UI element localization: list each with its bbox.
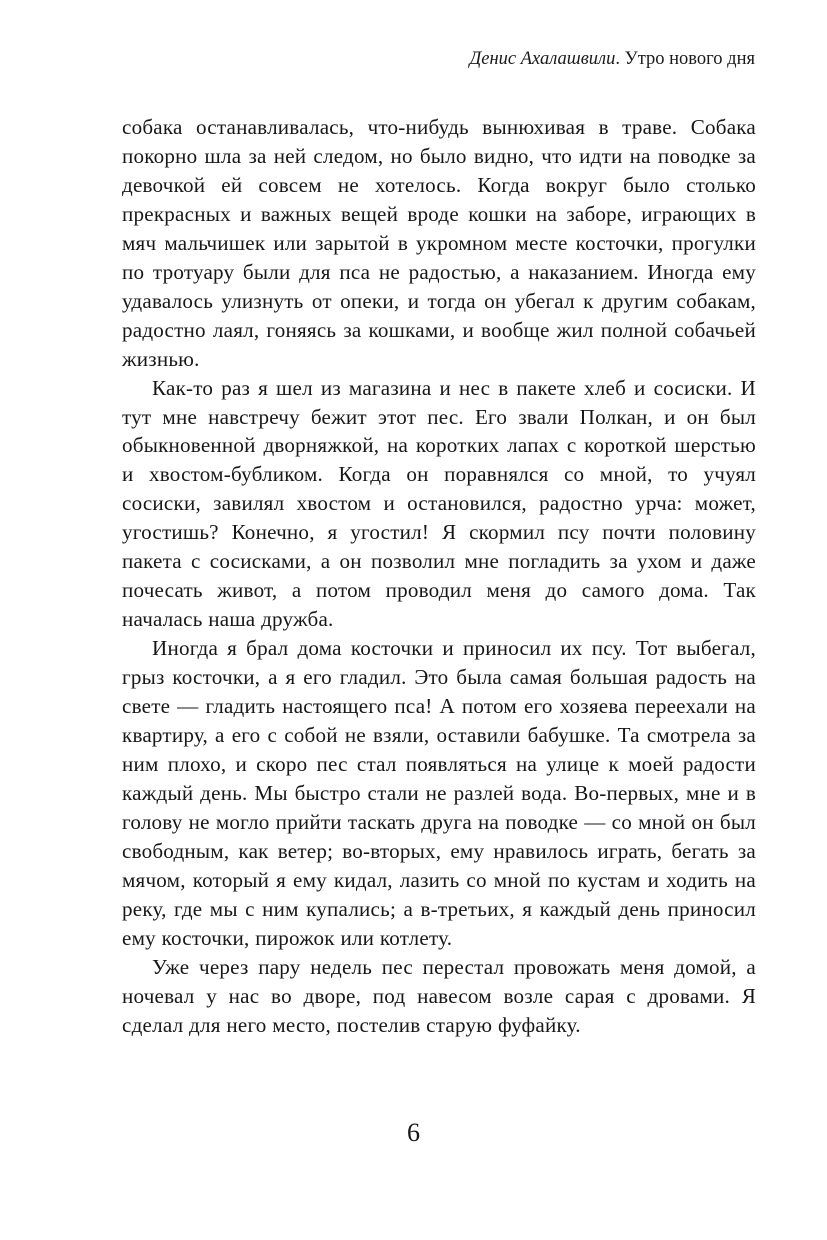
paragraph-1: собака останавливалась, что-нибудь вынюхивая в траве. Собака покорно шла за ней следом, но было видно, что идти на поводке за девочкой ей совсем не хотелось. Когда вокруг было столько прекрасных и важных вещей вроде кошки на заборе, играющих в мяч мальчишек или зарытой в укромном месте косточки, прогулки по тротуару были для пса не радостью, а наказанием. Иногда ему удавалось улизнуть от опеки, и тогда он убегал к другим собакам, радостно лаял, гоняясь за кошками, и вообще жил полной собачьей жизнью. [122,115,756,371]
running-head-title: Утро нового дня [624,49,755,69]
paragraph-3: Иногда я брал дома косточки и приносил их псу. Тот выбегал, грыз косточки, а я его гладил. Это была самая большая радость на свете — гладить настоящего пса! А потом его хозяева переехали на квартиру, а его с собой не взяли, оставили бабушке. Та смотрела за ним плохо, и скоро пес стал появляться на улице к моей радости каждый день. Мы быстро стали не разлей вода. Во-первых, мне и в голову не могло прийти таскать друга на поводке — со мной он был свободным, как ветер; во-вторых, ему нравилось играть, бегать за мячом, который я ему кидал, лазить со мной по кустам и ходить на реку, где мы с ним купались; а в-третьих, я каждый день приносил ему косточки, пирожок или котлету. [122,636,756,950]
paragraph-2: Как-то раз я шел из магазина и нес в пакете хлеб и сосиски. И тут мне навстречу бежит этот пес. Его звали Полкан, и он был обыкновенной дворняжкой, на коротких лапах с короткой шерстью и хвостом-бубликом. Когда он поравнялся со мной, то учуял сосиски, завилял хвостом и остановился, радостно урча: может, угостишь? Конечно, я угостил! Я скормил псу почти половину пакета с сосисками, а он позволил мне погладить за ухом и даже почесать живот, а потом проводил меня до самого дома. Так началась наша дружба. [122,375,756,632]
page-number: 6 [407,1118,420,1147]
paragraph-4: Уже через пару недель пес перестал провожать меня домой, а ночевал у нас во дворе, под навесом возле сарая с дровами. Я сделал для него место, постелив старую фуфайку. [122,954,756,1037]
running-head-separator: . [615,49,625,69]
running-head [122,46,755,72]
running-head-author: Денис Ахалашвили [469,49,616,69]
body-text-block [122,113,756,1040]
